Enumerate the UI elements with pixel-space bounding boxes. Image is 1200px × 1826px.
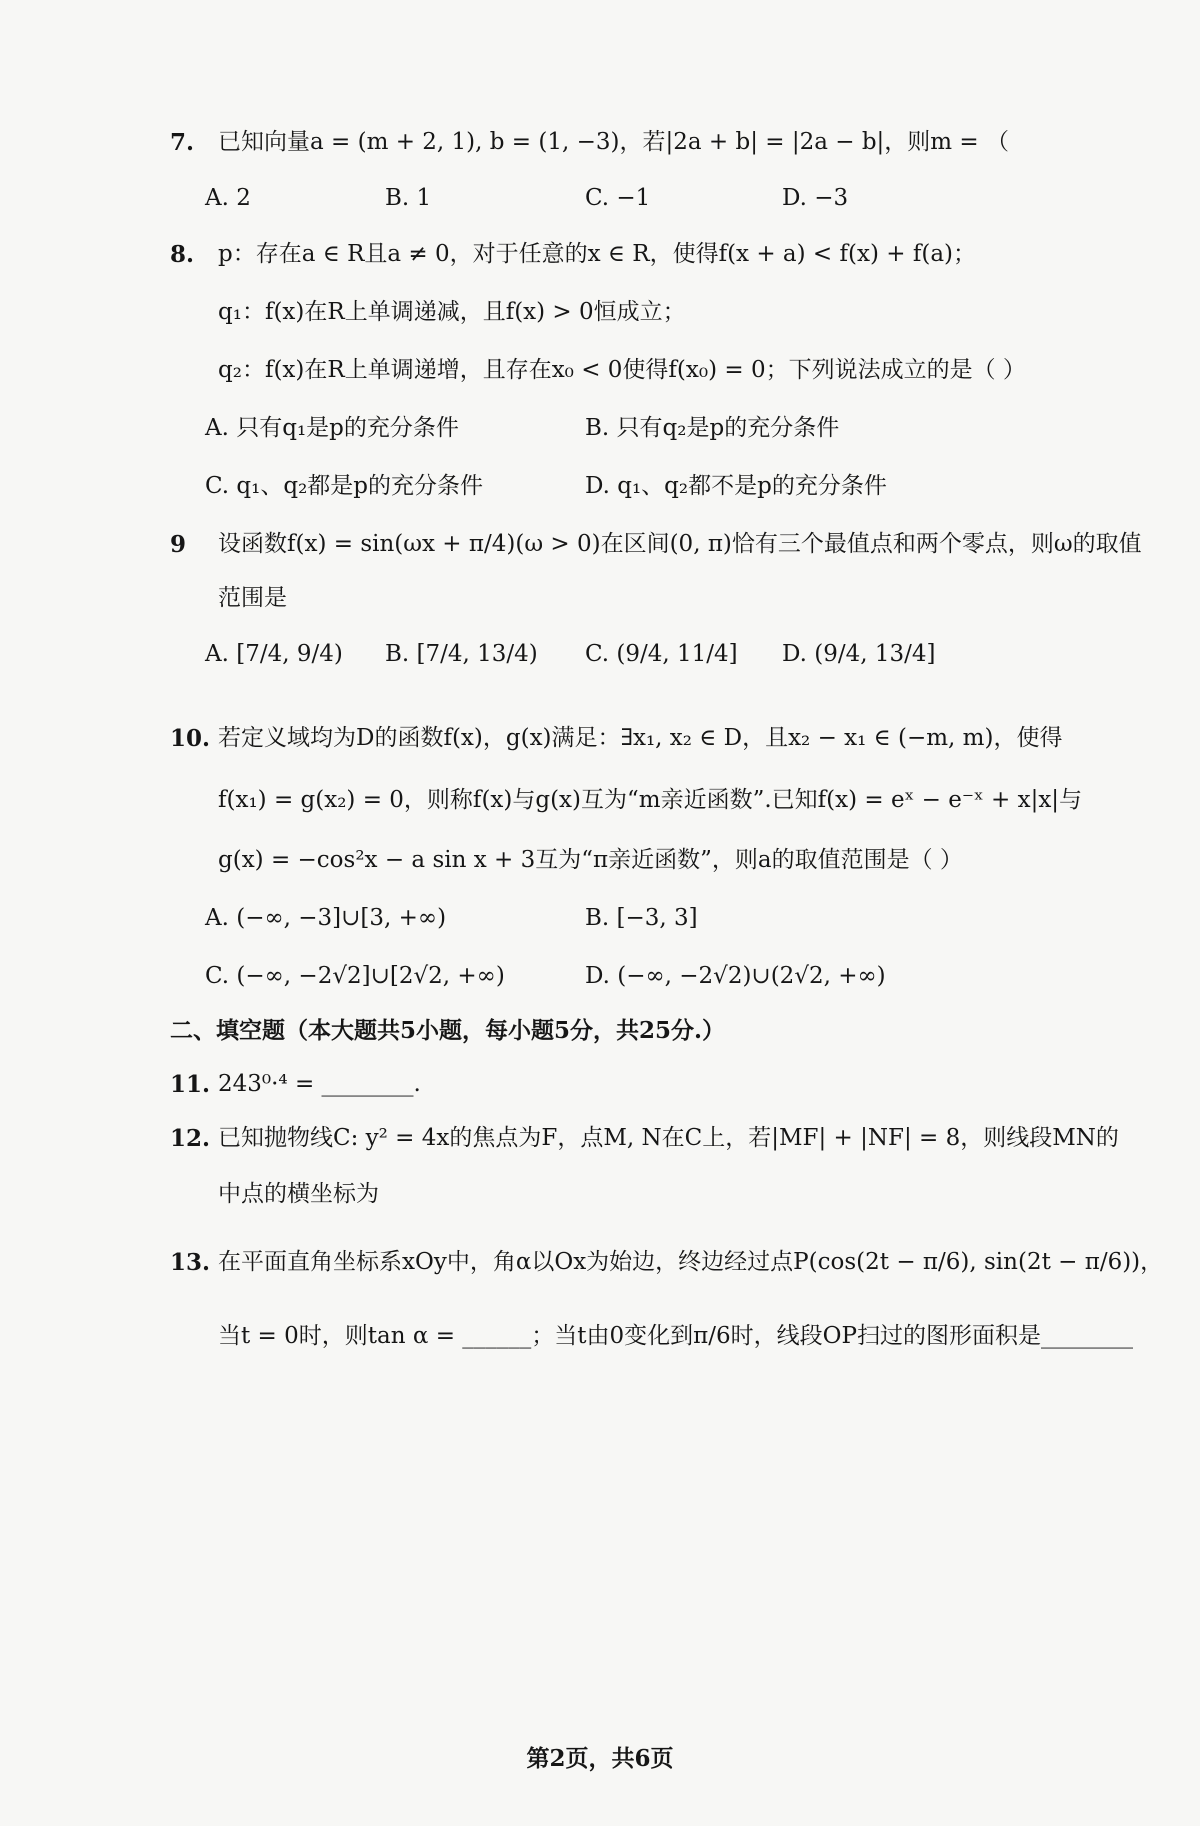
question-stem-line-1: 若定义域均为D的函数f(x)，g(x)满足：∃x₁, x₂ ∈ D，且x₂ − x₁ ∈ (−m, m)，使得 — [218, 725, 1063, 751]
option-a: A. [7/4, 9/4) — [205, 641, 343, 667]
question-number: 11. — [170, 1071, 211, 1098]
question-stem-line-2: 范围是 — [218, 585, 287, 611]
question-stem-line-2: 中点的横坐标为 — [218, 1181, 379, 1207]
option-c: C. (9/4, 11/4] — [585, 641, 738, 667]
question-stem-line-1: 在平面直角坐标系xOy中，角α以Ox为始边，终边经过点P(cos(2t − π/6), sin(2t − π/6))， — [218, 1249, 1164, 1275]
question-stem-line-2: 当t = 0时，则tan α = ______；当t由0变化到π/6时，线段OP扫过的图形面积是________ — [218, 1323, 1133, 1349]
option-d: D. (9/4, 13/4] — [782, 641, 936, 667]
option-a: A. 2 — [205, 185, 251, 211]
option-d: D. (−∞, −2√2)∪(2√2, +∞) — [585, 963, 886, 989]
question-stem-line-3: g(x) = −cos²x − a sin x + 3互为“π亲近函数”，则a的取值范围是（ ） — [218, 847, 963, 873]
option-c: C. −1 — [585, 185, 651, 211]
option-d: D. −3 — [782, 185, 849, 211]
option-a: A. 只有q₁是p的充分条件 — [205, 415, 459, 441]
option-b: B. 只有q₂是p的充分条件 — [585, 415, 840, 441]
question-stem-line-1: 设函数f(x) = sin(ωx + π/4)(ω > 0)在区间(0, π)恰有三个最值点和两个零点，则ω的取值 — [218, 531, 1142, 557]
option-b: B. [7/4, 13/4) — [385, 641, 538, 667]
question-number: 12. — [170, 1125, 211, 1152]
question-number: 7. — [170, 129, 195, 156]
question-number: 10. — [170, 725, 211, 752]
option-a: A. (−∞, −3]∪[3, +∞) — [205, 905, 447, 931]
option-c: C. q₁、q₂都是p的充分条件 — [205, 473, 484, 499]
option-b: B. 1 — [385, 185, 432, 211]
question-number: 9 — [170, 531, 187, 558]
option-b: B. [−3, 3] — [585, 905, 698, 931]
option-d: D. q₁、q₂都不是p的充分条件 — [585, 473, 887, 499]
question-stem-line-2: q₁：f(x)在R上单调递减，且f(x) > 0恒成立； — [218, 299, 686, 325]
question-stem-line-1: 已知抛物线C: y² = 4x的焦点为F，点M, N在C上，若|MF| + |NF| = 8，则线段MN的 — [218, 1125, 1119, 1151]
question-stem-line-3: q₂：f(x)在R上单调递增，且存在x₀ < 0使得f(x₀) = 0；下列说法成立的是（ ） — [218, 357, 1026, 383]
question-stem: 243⁰·⁴ = ________. — [218, 1071, 421, 1097]
option-c: C. (−∞, −2√2]∪[2√2, +∞) — [205, 963, 505, 989]
question-stem-line-2: f(x₁) = g(x₂) = 0，则称f(x)与g(x)互为“m亲近函数”.已知f(x) = eˣ − e⁻ˣ + x|x|与 — [218, 787, 1083, 813]
page-footer: 第2页，共6页 — [526, 1745, 674, 1772]
question-stem: 已知向量a = (m + 2, 1), b = (1, −3)，若|2a + b| = |2a − b|，则m = （ — [218, 129, 1010, 155]
question-stem-line-1: p：存在a ∈ R且a ≠ 0，对于任意的x ∈ R，使得f(x + a) < f(x) + f(a)； — [218, 241, 977, 267]
question-number: 13. — [170, 1249, 211, 1276]
question-number: 8. — [170, 241, 195, 268]
section-heading: 二、填空题（本大题共5小题，每小题5分，共25分.） — [170, 1017, 726, 1044]
